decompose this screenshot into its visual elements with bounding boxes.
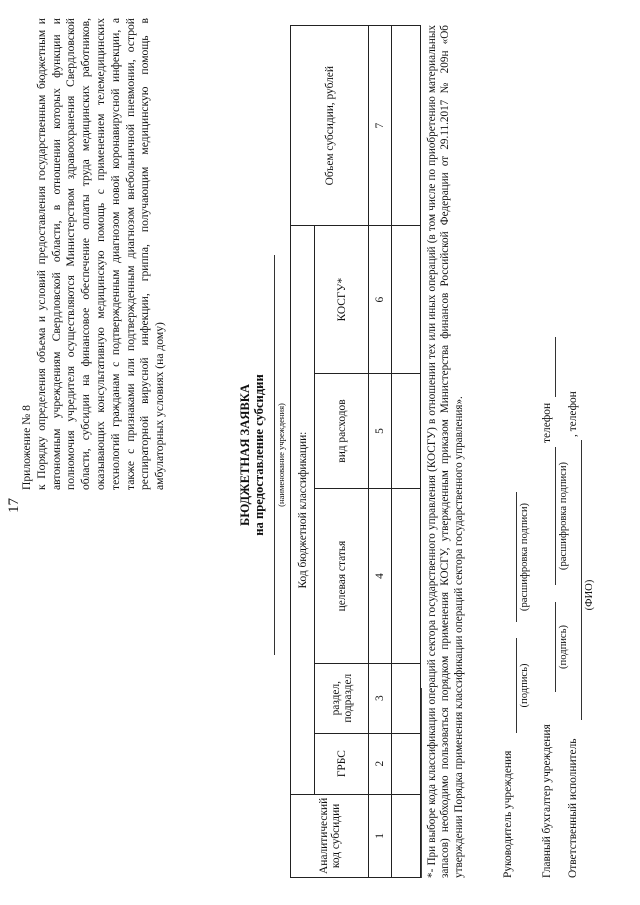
column-number: 3 bbox=[369, 663, 392, 733]
executor-phone-label: , телефон bbox=[567, 391, 579, 437]
header-target-article: целевая статья bbox=[315, 489, 369, 664]
header-expense-type: вид расходов bbox=[315, 373, 369, 488]
accountant-phone-label: телефон bbox=[541, 402, 553, 443]
header-section: раздел, подраздел bbox=[315, 663, 369, 733]
accountant-label: Главный бухгалтер учреждения bbox=[541, 724, 553, 878]
accountant-decoding-caption: (расшифровка подписи) bbox=[558, 461, 569, 571]
page-number: 17 bbox=[6, 498, 22, 513]
header-subsidy-volume: Объем субсидии, рублей bbox=[291, 26, 369, 226]
column-number: 4 bbox=[369, 489, 392, 664]
institution-name-line bbox=[274, 255, 275, 655]
institution-caption: (наименование учреждения) bbox=[276, 403, 286, 507]
footnote: *- При выборе кода классификации операций сектора государственного управления (КОСГУ) в отношении тех или иных операций (в том числе по приобретению материальных запасов) необходимо пользоваться порядком применения КОСГУ, утвержденным приказом Министерства финансов Российской Федерации от 29.11.2017 № 209н «Об утверждении Порядка применения классификации операций сектора государственного управления». bbox=[426, 25, 465, 878]
accountant-decoding-line bbox=[555, 447, 556, 585]
header-grbs: ГРБС bbox=[315, 733, 369, 794]
head-label: Руководитель учреждения bbox=[502, 750, 514, 878]
heading-subtitle: на предоставление субсидии bbox=[252, 374, 266, 536]
column-number: 5 bbox=[369, 373, 392, 488]
data-cell bbox=[392, 794, 421, 877]
data-cell bbox=[392, 733, 421, 794]
footnote-rule bbox=[421, 688, 422, 878]
document-heading bbox=[238, 255, 266, 655]
accountant-phone-line bbox=[555, 337, 556, 397]
heading-title: БЮДЖЕТНАЯ ЗАЯВКА bbox=[238, 383, 252, 527]
accountant-signature-line bbox=[555, 602, 556, 692]
data-cell bbox=[392, 489, 421, 664]
column-number: 7 bbox=[369, 26, 392, 226]
annex-title: Приложение № 8 bbox=[20, 405, 33, 490]
column-number: 1 bbox=[369, 794, 392, 877]
column-number: 6 bbox=[369, 226, 392, 374]
data-cell bbox=[392, 663, 421, 733]
annex-text: к Порядку определения объема и условий предоставления государственным бюджетным и автономным учреждениям Свердловской области, в отношении которых функции и полномочия учредителя осуществляются Министерством здравоохранения Свердловской области, субсидии на финансовое обеспечение оплаты труда медицинских работников, оказывающих консультативную медицинскую помощь с применением телемедицинских технологий гражданам с подтвержденным диагнозом новой коронавирусной инфекции, а также с признаками или подтвержденным диагнозом внебольничной пневмонии, острой респираторной вирусной инфекции, гриппа, получающим медицинскую помощь в амбулаторных условиях (на дому) bbox=[34, 18, 167, 490]
data-cell bbox=[392, 26, 421, 226]
executor-fio-caption: (ФИО) bbox=[584, 579, 595, 611]
head-decoding-caption: (расшифровка подписи) bbox=[519, 502, 530, 612]
header-budget-classification: Код бюджетной классификации: bbox=[291, 226, 315, 794]
head-decoding-line bbox=[516, 492, 517, 622]
data-cell bbox=[392, 226, 421, 374]
header-analytic-code: Аналитический код субсидии bbox=[291, 794, 369, 877]
head-signature-caption: (подпись) bbox=[519, 663, 530, 708]
data-cell bbox=[392, 373, 421, 488]
head-signature-line bbox=[516, 638, 517, 733]
annex-block bbox=[20, 18, 168, 490]
header-kosgu: КОСГУ* bbox=[315, 226, 369, 374]
executor-fio-line bbox=[581, 440, 582, 720]
column-number: 2 bbox=[369, 733, 392, 794]
budget-table bbox=[290, 25, 421, 878]
accountant-signature-caption: (подпись) bbox=[558, 625, 569, 669]
executor-label: Ответственный исполнитель bbox=[567, 738, 579, 878]
